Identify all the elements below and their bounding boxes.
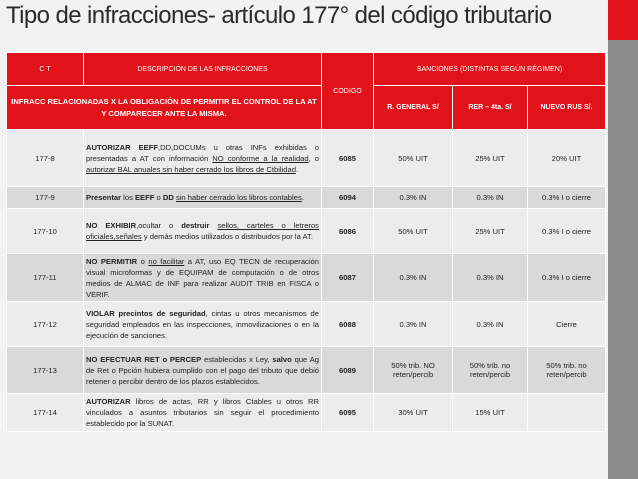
header-descripcion: DESCRIPCIÓN DE LAS INFRACCIONES <box>84 53 322 86</box>
header-group: INFRACC RELACIONADAS X LA OBLIGACIÓN DE PERMITIR EL CONTROL DE LA AT Y COMPARECER ANTE LA MISMA. <box>7 86 322 130</box>
cell-general: 50% UIT <box>374 209 453 254</box>
cell-rer: 0.3% IN <box>453 187 528 209</box>
cell-general: 50% UIT <box>374 130 453 187</box>
cell-rer: 25% UIT <box>453 130 528 187</box>
side-red-accent <box>608 0 638 40</box>
cell-codigo: 6089 <box>322 347 374 394</box>
description-segment: ,DD,DOCUMs u otras INFs exhibidas o presentadas a AT con información <box>86 142 319 163</box>
description-segment: sellos, carteles o letreros oficiales,señales <box>86 221 319 241</box>
cell-ct: 177-9 <box>7 187 84 209</box>
cell-description <box>84 209 322 254</box>
side-decoration-band <box>608 0 638 479</box>
cell-rus: 0.3% I o cierre <box>528 187 606 209</box>
table-row <box>7 254 606 302</box>
description-segment: NO conforme a la realidad <box>212 153 309 163</box>
description-segment: salvo <box>272 354 292 364</box>
table-body <box>7 130 606 432</box>
cell-ct: 177-10 <box>7 209 84 254</box>
cell-rer: 50% trib. no reten/percib <box>453 347 528 394</box>
cell-description <box>84 254 322 302</box>
description-segment: destruir <box>181 221 210 230</box>
description-segment: VIOLAR precintos de seguridad <box>86 308 206 318</box>
cell-general: 30% UIT <box>374 394 453 432</box>
cell-ct: 177-8 <box>7 130 84 187</box>
description-segment: y demás medios utilizados o distribuidos por la AT. <box>141 232 313 241</box>
description-segment: o <box>137 256 149 266</box>
header-sanciones: SANCIONES (DISTINTAS SEGÚN RÉGIMEN) <box>374 53 606 86</box>
description-segment: autorizar BAL anuales sin haber cerrado los libros de Ctbilidad <box>86 164 296 174</box>
cell-ct: 177-13 <box>7 347 84 394</box>
description-segment: , o <box>308 153 319 163</box>
description-segment: DD <box>162 193 174 202</box>
description-segment: libros de actas, RR y libros Ctables u otros RR vinculados a asuntos tributarios sin seguir el procedimiento establecido por la SUNAT. <box>86 397 319 428</box>
cell-codigo: 6088 <box>322 302 374 347</box>
description-segment: Presentar <box>86 193 122 202</box>
description-segment: no facilitar <box>148 256 185 266</box>
description-segment: sin haber cerrado los libros contables <box>175 193 302 202</box>
description-segment: , cintas u otros mecanismos de seguridad empleados en las inspecciones, inmovilizaciones o en la ejecución de sanciones. <box>86 308 319 340</box>
table-row <box>7 209 606 254</box>
cell-rus <box>528 394 606 432</box>
header-ct: C T <box>7 53 84 86</box>
description-segment: o <box>154 193 163 202</box>
description-segment: a AT, uso EQ TECN de recuperación visual microformas y de EQUIPAM de computación o de otros medios de ALMAC de INF para realizar AUDIT TRIB en FISCA o VERIF. <box>86 256 319 299</box>
cell-codigo: 6095 <box>322 394 374 432</box>
cell-general: 0.3% IN <box>374 254 453 302</box>
cell-general: 0.3% IN <box>374 187 453 209</box>
cell-rus: 20% UIT <box>528 130 606 187</box>
description-segment: . <box>295 164 299 174</box>
header-regime-general: R. GENERAL S/ <box>374 86 453 130</box>
cell-description <box>84 130 322 187</box>
page-title: Tipo de infracciones- artículo 177° del código tributario <box>6 2 552 29</box>
description-segment: NO EFECTUAR RET o PERCEP <box>86 354 202 364</box>
cell-rus: Cierre <box>528 302 606 347</box>
cell-general: 50% trib. NO reten/percib <box>374 347 453 394</box>
description-segment: NO EXHIBIR <box>86 221 137 230</box>
cell-description <box>84 394 322 432</box>
table-row <box>7 187 606 209</box>
description-segment: AUTORIZAR EEFF <box>86 142 158 152</box>
cell-rer: 0.3% IN <box>453 302 528 347</box>
cell-codigo: 6087 <box>322 254 374 302</box>
cell-ct: 177-11 <box>7 254 84 302</box>
description-segment: establecidas x Ley, <box>201 354 273 364</box>
header-regime-rer: RER – 4ta. S/ <box>453 86 528 130</box>
cell-rer: 25% UIT <box>453 209 528 254</box>
cell-ct: 177-12 <box>7 302 84 347</box>
cell-ct: 177-14 <box>7 394 84 432</box>
cell-description <box>84 302 322 347</box>
cell-rus: 0.3% I o cierre <box>528 209 606 254</box>
cell-codigo: 6086 <box>322 209 374 254</box>
cell-codigo: 6094 <box>322 187 374 209</box>
description-segment: NO PERMITIR <box>86 256 138 266</box>
cell-rus: 50% trib. no reten/percib <box>528 347 606 394</box>
cell-general: 0.3% IN <box>374 302 453 347</box>
header-regime-rus: NUEVO RUS S/. <box>528 86 606 130</box>
cell-rus: 0.3% I o cierre <box>528 254 606 302</box>
header-codigo: CODIGO <box>322 53 374 130</box>
description-segment: ,ocultar o <box>136 221 182 230</box>
cell-description <box>84 187 322 209</box>
description-segment: que Ag de Ret o Ppción hubiera cumplido con el pago del tributo que debió retener o percibir dentro de los plazos establecidos. <box>86 354 319 386</box>
description-segment: . <box>301 193 304 202</box>
description-segment: EEFF <box>134 193 155 202</box>
table-row <box>7 394 606 432</box>
cell-rer: 0.3% IN <box>453 254 528 302</box>
table-row <box>7 302 606 347</box>
table-row <box>7 130 606 187</box>
description-segment: los <box>121 193 135 202</box>
infractions-table <box>6 52 606 432</box>
cell-codigo: 6085 <box>322 130 374 187</box>
description-segment: AUTORIZAR <box>86 397 131 406</box>
cell-rer: 15% UIT <box>453 394 528 432</box>
cell-description <box>84 347 322 394</box>
table-row <box>7 347 606 394</box>
